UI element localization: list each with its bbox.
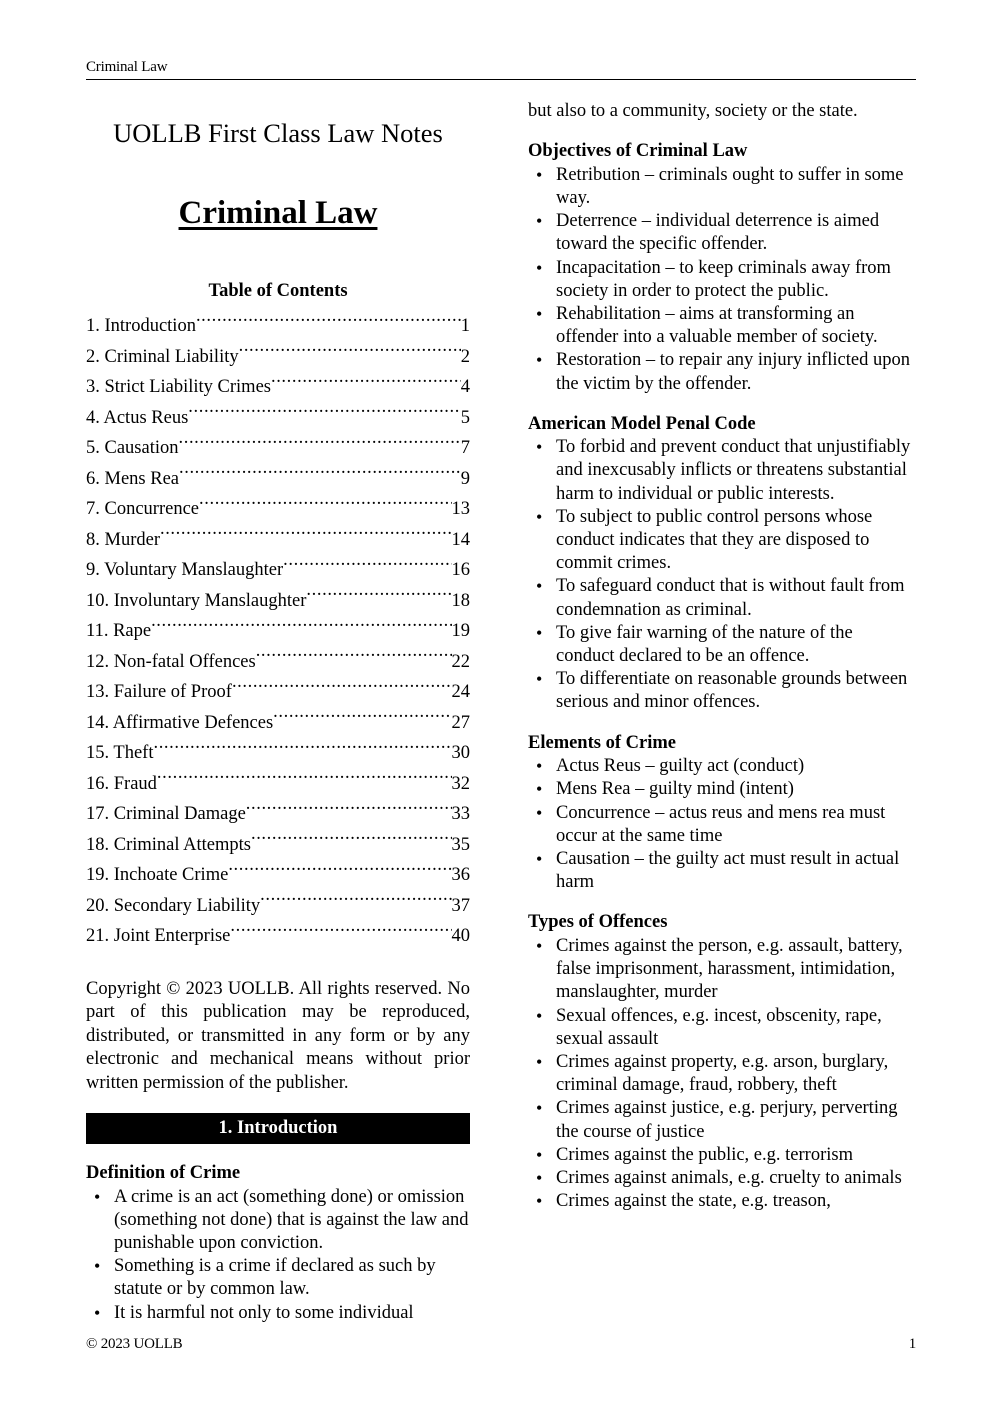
list-item: • Concurrence – actus reus and mens rea must occur at the same time bbox=[528, 802, 912, 848]
list-item: • Deterrence – individual deterrence is aimed toward the specific offender. bbox=[528, 210, 912, 256]
toc-entry[interactable] bbox=[86, 525, 470, 556]
list-item: • Actus Reus – guilty act (conduct) bbox=[528, 755, 912, 778]
toc-entry-label: 20. Secondary Liability bbox=[86, 895, 261, 916]
list-item: • To subject to public control persons whose conduct indicates that they are disposed to commit crimes. bbox=[528, 506, 912, 576]
heading-objectives-of-criminal-law: Objectives of Criminal Law bbox=[528, 141, 748, 162]
toc-entry[interactable] bbox=[86, 891, 470, 922]
toc-entry-page-number: 18 bbox=[451, 590, 470, 611]
list-item: • Crimes against property, e.g. arson, burglary, criminal damage, fraud, robbery, theft bbox=[528, 1051, 912, 1097]
footer-page-number: 1 bbox=[908, 1336, 916, 1352]
toc-entry-page-number: 13 bbox=[451, 499, 470, 519]
toc-entry[interactable] bbox=[86, 921, 470, 952]
toc-dot-leader bbox=[179, 465, 461, 484]
toc-entry-page-number: 33 bbox=[451, 804, 470, 824]
toc-dot-leader bbox=[157, 770, 452, 789]
left-column bbox=[86, 100, 470, 1325]
toc-entry-label: 16. Fraud bbox=[86, 773, 157, 794]
toc-entry-label: 13. Failure of Proof bbox=[86, 682, 232, 702]
toc-entry-label: 1. Introduction bbox=[86, 316, 196, 336]
running-header bbox=[86, 58, 916, 80]
bullet-list-objectives bbox=[528, 164, 912, 396]
list-item: • To forbid and prevent conduct that unjustifiably and inexcusably inflicts or threatens substantial harm to individual or public interests. bbox=[528, 436, 912, 506]
toc-entry-page-number: 27 bbox=[451, 712, 470, 733]
toc-entry-label: 2. Criminal Liability bbox=[86, 346, 239, 367]
toc-dot-leader bbox=[151, 618, 451, 637]
toc-dot-leader bbox=[179, 435, 461, 454]
list-item: • Incapacitation – to keep criminals away from society in order to protect the public. bbox=[528, 257, 912, 303]
toc-dot-leader bbox=[232, 679, 452, 698]
series-title: UOLLB First Class Law Notes bbox=[113, 118, 443, 148]
toc-entry-label: 3. Strict Liability Crimes bbox=[86, 377, 271, 397]
toc-entry-label: 10. Involuntary Manslaughter bbox=[86, 590, 307, 611]
toc-entry-page-number: 7 bbox=[460, 438, 470, 458]
toc-entry-label: 5. Causation bbox=[86, 438, 179, 458]
toc-entry-label: 12. Non-fatal Offences bbox=[86, 651, 256, 672]
toc-entry-page-number: 40 bbox=[451, 926, 470, 946]
list-item: • Something is a crime if declared as such by statute or by common law. bbox=[86, 1255, 470, 1301]
heading-definition-of-crime: Definition of Crime bbox=[86, 1163, 241, 1183]
toc-dot-leader bbox=[256, 648, 452, 667]
toc-entry-page-number: 14 bbox=[451, 529, 470, 550]
heading-elements-of-crime: Elements of Crime bbox=[528, 732, 676, 753]
running-header-title: Criminal Law bbox=[86, 59, 168, 75]
copyright-paragraph: Copyright © 2023 UOLLB. All rights reserved. No part of this publication may be reproduced, distributed, or transmitted in any form or by any electronic and mechanical means without prior written permission of the publisher. bbox=[86, 978, 470, 1093]
list-item: • Causation – the guilty act must result in actual harm bbox=[528, 848, 912, 894]
toc-entry[interactable] bbox=[86, 830, 470, 861]
toc-entry[interactable] bbox=[86, 738, 470, 769]
bullet-list-definition-of-crime bbox=[86, 1186, 470, 1325]
toc-entry-page-number: 4 bbox=[460, 377, 470, 397]
continuation-paragraph bbox=[528, 100, 912, 123]
toc-dot-leader bbox=[251, 831, 452, 850]
toc-entry-page-number: 2 bbox=[460, 346, 470, 367]
toc-entry[interactable] bbox=[86, 860, 470, 891]
toc-entry[interactable] bbox=[86, 311, 470, 342]
page-footer bbox=[86, 1335, 916, 1354]
list-item: • Crimes against the public, e.g. terrorism bbox=[528, 1144, 912, 1167]
toc-dot-leader bbox=[228, 862, 451, 881]
toc-entry-page-number: 32 bbox=[451, 773, 470, 794]
toc-entry[interactable] bbox=[86, 799, 470, 830]
header-divider bbox=[86, 79, 916, 80]
list-item: • Crimes against the state, e.g. treason, bbox=[528, 1190, 912, 1213]
toc-entry-page-number: 9 bbox=[460, 468, 470, 489]
toc-entry[interactable] bbox=[86, 586, 470, 617]
list-item: • Crimes against the person, e.g. assault, battery, false imprisonment, harassment, intimidation, manslaughter, murder bbox=[528, 935, 912, 1005]
heading-american-model-penal-code: American Model Penal Code bbox=[528, 413, 756, 434]
toc-entry[interactable] bbox=[86, 555, 470, 586]
toc-entry-label: 8. Murder bbox=[86, 529, 160, 550]
toc-entry-label: 4. Actus Reus bbox=[86, 407, 189, 428]
list-item: • To differentiate on reasonable grounds between serious and minor offences. bbox=[528, 668, 912, 714]
toc-dot-leader bbox=[160, 526, 452, 545]
toc-entry[interactable] bbox=[86, 342, 470, 373]
toc-entry[interactable] bbox=[86, 403, 470, 434]
toc-entry-page-number: 16 bbox=[451, 560, 470, 580]
toc-entry-label: 11. Rape bbox=[86, 621, 152, 641]
toc-entry-label: 6. Mens Rea bbox=[86, 468, 179, 489]
list-item: • Sexual offences, e.g. incest, obscenity, rape, sexual assault bbox=[528, 1005, 912, 1051]
list-item: • It is harmful not only to some individual bbox=[86, 1302, 470, 1325]
list-item: • Restoration – to repair any injury inflicted upon the victim by the offender. bbox=[528, 349, 912, 395]
list-item: • A crime is an act (something done) or omission (something not done) that is against the law and punishable upon conviction. bbox=[86, 1186, 470, 1256]
toc-entry-label: 9. Voluntary Manslaughter bbox=[86, 560, 284, 580]
toc-dot-leader bbox=[273, 709, 451, 728]
toc-dot-leader bbox=[239, 343, 461, 362]
toc-entry[interactable] bbox=[86, 769, 470, 800]
right-column bbox=[528, 100, 912, 1213]
footer-copyright: © 2023 UOLLB bbox=[86, 1336, 183, 1352]
list-item: • To safeguard conduct that is without fault from condemnation as criminal. bbox=[528, 575, 912, 621]
toc-entry-label: 7. Concurrence bbox=[86, 499, 200, 519]
toc-entry-page-number: 19 bbox=[451, 621, 470, 641]
toc-entry-page-number: 36 bbox=[451, 865, 470, 885]
bullet-list-elements-of-crime bbox=[528, 755, 912, 894]
toc-entry[interactable] bbox=[86, 708, 470, 739]
list-item: • Mens Rea – guilty mind (intent) bbox=[528, 778, 912, 801]
continuation-text: but also to a community, society or the state. bbox=[528, 101, 858, 121]
heading-types-of-offences: Types of Offences bbox=[528, 912, 668, 933]
two-column-body bbox=[86, 100, 918, 1323]
toc-entry-page-number: 22 bbox=[451, 651, 470, 672]
toc-dot-leader bbox=[196, 313, 461, 332]
toc-dot-leader bbox=[199, 496, 451, 515]
toc-dot-leader bbox=[283, 557, 451, 576]
toc-entry-label: 17. Criminal Damage bbox=[86, 804, 246, 824]
toc-entry-page-number: 24 bbox=[451, 682, 470, 702]
toc-entry-page-number: 1 bbox=[460, 316, 470, 336]
toc-entry-page-number: 5 bbox=[460, 407, 470, 428]
toc-entry-label: 19. Inchoate Crime bbox=[86, 865, 229, 885]
section-banner-introduction: 1. Introduction bbox=[86, 1113, 470, 1144]
bullet-list-model-penal-code bbox=[528, 436, 912, 714]
toc-list bbox=[86, 311, 470, 952]
toc-entry[interactable] bbox=[86, 433, 470, 464]
toc-dot-leader bbox=[271, 374, 461, 393]
subject-title: Criminal Law bbox=[178, 195, 378, 231]
toc-dot-leader bbox=[306, 587, 451, 606]
toc-entry-page-number: 35 bbox=[451, 834, 470, 855]
toc-dot-leader bbox=[260, 892, 451, 911]
toc-entry-label: 15. Theft bbox=[86, 743, 154, 763]
list-item: • Rehabilitation – aims at transforming an offender into a valuable member of society. bbox=[528, 303, 912, 349]
toc-entry-label: 18. Criminal Attempts bbox=[86, 834, 251, 855]
toc-entry[interactable] bbox=[86, 494, 470, 525]
toc-entry-label: 14. Affirmative Defences bbox=[86, 712, 274, 733]
toc-entry[interactable] bbox=[86, 616, 470, 647]
toc-heading: Table of Contents bbox=[208, 281, 348, 301]
toc-entry-label: 21. Joint Enterprise bbox=[86, 926, 231, 946]
list-item: • To give fair warning of the nature of the conduct declared to be an offence. bbox=[528, 622, 912, 668]
toc-dot-leader bbox=[153, 740, 451, 759]
bullet-list-types-of-offences bbox=[528, 935, 912, 1213]
list-item: • Crimes against animals, e.g. cruelty to animals bbox=[528, 1167, 912, 1190]
toc-entry[interactable] bbox=[86, 372, 470, 403]
toc-dot-leader bbox=[188, 404, 460, 423]
list-item: • Retribution – criminals ought to suffer in some way. bbox=[528, 164, 912, 210]
toc-entry[interactable] bbox=[86, 464, 470, 495]
toc-dot-leader bbox=[246, 801, 452, 820]
toc-entry[interactable] bbox=[86, 647, 470, 678]
toc-entry-page-number: 37 bbox=[451, 895, 470, 916]
toc-entry[interactable] bbox=[86, 677, 470, 708]
toc-entry-page-number: 30 bbox=[451, 743, 470, 763]
list-item: • Crimes against justice, e.g. perjury, perverting the course of justice bbox=[528, 1097, 912, 1143]
toc-dot-leader bbox=[230, 923, 451, 942]
